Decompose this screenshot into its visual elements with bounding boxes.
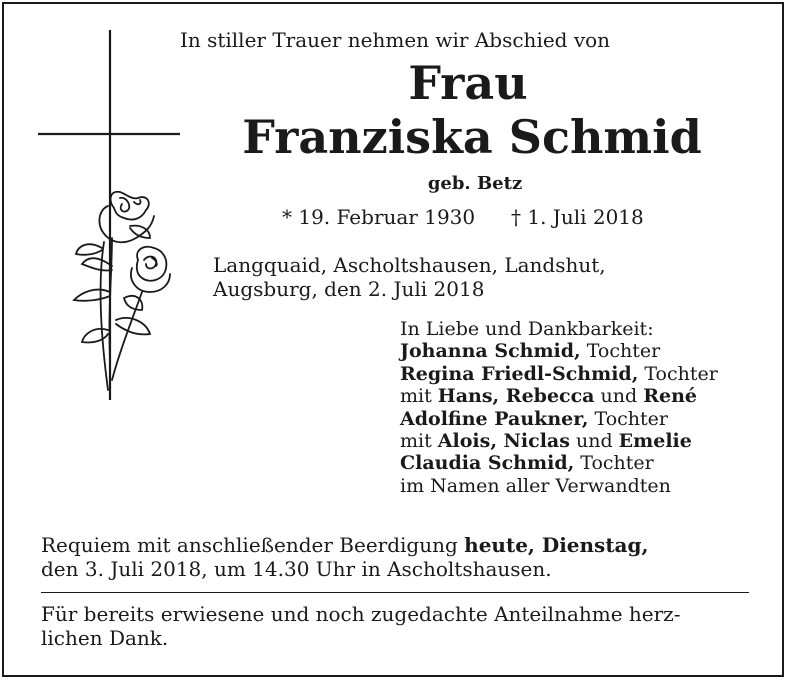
salutation: Frau bbox=[408, 56, 528, 110]
mourner-name: Alois, Niclas bbox=[437, 430, 570, 453]
mourner-line bbox=[400, 340, 718, 362]
mourner-name: Claudia Schmid, bbox=[400, 452, 575, 475]
mourner-name: Johanna Schmid, bbox=[400, 340, 581, 363]
divider bbox=[41, 592, 749, 593]
mourner-line bbox=[400, 363, 718, 385]
requiem-line-1 bbox=[41, 533, 648, 557]
und-text: und bbox=[594, 385, 644, 408]
mit-text: mit bbox=[400, 385, 438, 408]
mourner-name: René bbox=[643, 385, 697, 408]
place-line-2: Augsburg, den 2. Juli 2018 bbox=[213, 277, 485, 301]
mourner-relation: Tochter bbox=[574, 452, 654, 475]
birth-date: * 19. Februar 1930 bbox=[282, 205, 476, 229]
mit-text: mit bbox=[400, 430, 438, 453]
place-line-1: Langquaid, Ascholtshausen, Landshut, bbox=[213, 253, 606, 277]
und-text: und bbox=[569, 430, 619, 453]
mourners-list bbox=[400, 318, 718, 497]
thanks-line-1: Für bereits erwiesene und noch zugedachte Anteilnahme herz- bbox=[41, 602, 681, 626]
requiem-line-2: den 3. Juli 2018, um 14.30 Uhr in Ascholtshausen. bbox=[41, 557, 552, 581]
roses-icon bbox=[74, 192, 170, 390]
mourners-closing: im Namen aller Verwandten bbox=[400, 474, 671, 497]
deceased-name: Franziska Schmid bbox=[242, 110, 702, 164]
thanks-line-2: lichen Dank. bbox=[41, 626, 169, 650]
mourner-name: Emelie bbox=[618, 430, 692, 453]
cross-icon bbox=[38, 30, 188, 410]
requiem-text: Requiem mit anschließender Beerdigung bbox=[41, 533, 465, 557]
mourner-line bbox=[400, 452, 718, 474]
mourner-line bbox=[400, 385, 718, 407]
thanks-note bbox=[41, 602, 680, 650]
maiden-name: geb. Betz bbox=[427, 173, 523, 194]
intro-line: In stiller Trauer nehmen wir Abschied von bbox=[179, 28, 611, 52]
death-date: † 1. Juli 2018 bbox=[511, 205, 644, 229]
mourner-line bbox=[400, 408, 718, 430]
mourner-name: Regina Friedl-Schmid, bbox=[400, 362, 639, 385]
mourner-line bbox=[400, 430, 718, 452]
mourner-name: Adolfine Paukner, bbox=[400, 407, 589, 430]
mourner-relation: Tochter bbox=[580, 340, 661, 363]
requiem-notice bbox=[41, 533, 648, 581]
mourners-intro: In Liebe und Dankbarkeit: bbox=[400, 318, 654, 340]
mourner-relation: Tochter bbox=[638, 362, 718, 385]
mourner-name: Hans, Rebecca bbox=[437, 385, 595, 408]
requiem-day: heute, Dienstag, bbox=[464, 533, 649, 557]
place-date bbox=[213, 253, 606, 301]
mourner-relation: Tochter bbox=[588, 407, 668, 430]
